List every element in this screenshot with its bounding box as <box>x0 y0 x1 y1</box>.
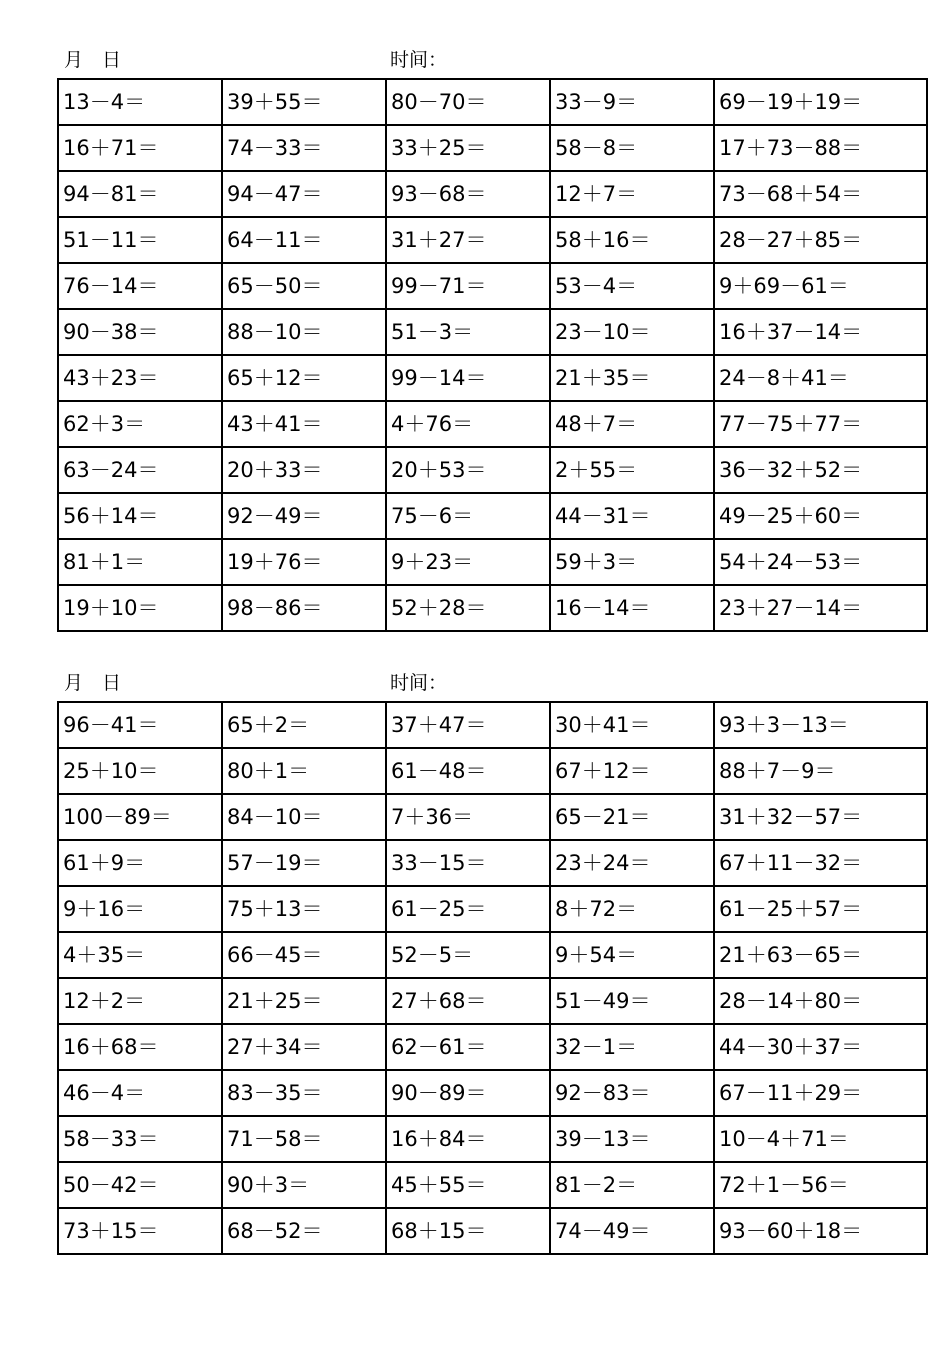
problem-cell[interactable]: 61－48＝ <box>386 748 550 794</box>
table-row <box>58 1070 927 1116</box>
table-row <box>58 1116 927 1162</box>
problem-cell[interactable]: 61－25＝ <box>386 886 550 932</box>
problem-cell[interactable]: 50－42＝ <box>58 1162 222 1208</box>
problem-cell[interactable]: 52＋28＝ <box>386 585 550 631</box>
date-label: 月 日 <box>64 49 122 71</box>
problem-cell[interactable]: 45＋55＝ <box>386 1162 550 1208</box>
problem-cell[interactable]: 16＋71＝ <box>58 125 222 171</box>
problem-cell[interactable]: 27＋68＝ <box>386 978 550 1024</box>
table-row <box>58 217 927 263</box>
problem-cell[interactable]: 88＋7－9＝ <box>714 748 927 794</box>
problem-cell[interactable]: 71－58＝ <box>222 1116 386 1162</box>
problem-cell[interactable]: 90－38＝ <box>58 309 222 355</box>
problem-cell[interactable]: 20＋53＝ <box>386 447 550 493</box>
problem-cell[interactable]: 94－47＝ <box>222 171 386 217</box>
problem-cell[interactable]: 28－27＋85＝ <box>714 217 927 263</box>
problem-cell[interactable]: 30＋41＝ <box>550 702 714 748</box>
problem-cell[interactable]: 20＋33＝ <box>222 447 386 493</box>
problem-cell[interactable]: 33－9＝ <box>550 79 714 125</box>
table-row <box>58 447 927 493</box>
worksheet-table-1 <box>57 78 928 632</box>
problem-cell[interactable]: 99－71＝ <box>386 263 550 309</box>
table-row <box>58 1208 927 1254</box>
problem-cell[interactable]: 84－10＝ <box>222 794 386 840</box>
problem-cell[interactable]: 74－33＝ <box>222 125 386 171</box>
problem-cell[interactable]: 67－11＋29＝ <box>714 1070 927 1116</box>
problem-cell[interactable]: 93－68＝ <box>386 171 550 217</box>
problem-cell[interactable]: 43＋41＝ <box>222 401 386 447</box>
problem-cell[interactable]: 28－14＋80＝ <box>714 978 927 1024</box>
problem-cell[interactable]: 67＋11－32＝ <box>714 840 927 886</box>
problem-cell[interactable]: 51－11＝ <box>58 217 222 263</box>
table-row <box>58 309 927 355</box>
problem-cell[interactable]: 58－8＝ <box>550 125 714 171</box>
time-label: 时间： <box>390 672 448 694</box>
problem-cell[interactable]: 93－60＋18＝ <box>714 1208 927 1254</box>
table-row <box>58 539 927 585</box>
problem-cell[interactable]: 4＋35＝ <box>58 932 222 978</box>
problem-cell[interactable]: 77－75＋77＝ <box>714 401 927 447</box>
problem-cell[interactable]: 12＋7＝ <box>550 171 714 217</box>
problem-cell[interactable]: 83－35＝ <box>222 1070 386 1116</box>
problem-cell[interactable]: 7＋36＝ <box>386 794 550 840</box>
table-row <box>58 840 927 886</box>
problem-cell[interactable]: 19＋10＝ <box>58 585 222 631</box>
table-row <box>58 1024 927 1070</box>
problem-cell[interactable]: 61＋9＝ <box>58 840 222 886</box>
problem-cell[interactable]: 76－14＝ <box>58 263 222 309</box>
problem-cell[interactable]: 74－49＝ <box>550 1208 714 1254</box>
problem-cell[interactable]: 66－45＝ <box>222 932 386 978</box>
problem-cell[interactable]: 17＋73－88＝ <box>714 125 927 171</box>
problem-cell[interactable]: 33＋25＝ <box>386 125 550 171</box>
problem-cell[interactable]: 9＋69－61＝ <box>714 263 927 309</box>
problem-cell[interactable]: 31＋32－57＝ <box>714 794 927 840</box>
problem-cell[interactable]: 67＋12＝ <box>550 748 714 794</box>
problem-cell[interactable]: 21＋63－65＝ <box>714 932 927 978</box>
section-2-header <box>0 669 950 697</box>
problem-cell[interactable]: 31＋27＝ <box>386 217 550 263</box>
problem-cell[interactable]: 39＋55＝ <box>222 79 386 125</box>
problem-cell[interactable]: 80＋1＝ <box>222 748 386 794</box>
table-row <box>58 79 927 125</box>
problem-cell[interactable]: 21＋35＝ <box>550 355 714 401</box>
problem-cell[interactable]: 65＋2＝ <box>222 702 386 748</box>
problem-cell[interactable]: 65＋12＝ <box>222 355 386 401</box>
problem-cell[interactable]: 27＋34＝ <box>222 1024 386 1070</box>
problem-cell[interactable]: 19＋76＝ <box>222 539 386 585</box>
problem-cell[interactable]: 58－33＝ <box>58 1116 222 1162</box>
table-row <box>58 171 927 217</box>
problem-cell[interactable]: 44－30＋37＝ <box>714 1024 927 1070</box>
table-row <box>58 794 927 840</box>
problem-cell[interactable]: 4＋76＝ <box>386 401 550 447</box>
problem-cell[interactable]: 62＋3＝ <box>58 401 222 447</box>
problem-cell[interactable]: 99－14＝ <box>386 355 550 401</box>
problem-cell[interactable]: 51－49＝ <box>550 978 714 1024</box>
date-label: 月 日 <box>64 672 122 694</box>
table-row <box>58 125 927 171</box>
problem-cell[interactable]: 37＋47＝ <box>386 702 550 748</box>
problem-cell[interactable]: 81＋1＝ <box>58 539 222 585</box>
problem-cell[interactable]: 16＋37－14＝ <box>714 309 927 355</box>
problem-cell[interactable]: 58＋16＝ <box>550 217 714 263</box>
problem-cell[interactable]: 43＋23＝ <box>58 355 222 401</box>
problem-cell[interactable]: 96－41＝ <box>58 702 222 748</box>
problem-cell[interactable]: 72＋1－56＝ <box>714 1162 927 1208</box>
problem-cell[interactable]: 53－4＝ <box>550 263 714 309</box>
problem-cell[interactable]: 57－19＝ <box>222 840 386 886</box>
table-row <box>58 702 927 748</box>
problem-cell[interactable]: 39－13＝ <box>550 1116 714 1162</box>
problem-cell[interactable]: 33－15＝ <box>386 840 550 886</box>
worksheet-table-2 <box>57 701 928 1255</box>
problem-cell[interactable]: 32－1＝ <box>550 1024 714 1070</box>
problem-cell[interactable]: 10－4＋71＝ <box>714 1116 927 1162</box>
table-row <box>58 493 927 539</box>
problem-cell[interactable]: 64－11＝ <box>222 217 386 263</box>
problem-cell[interactable]: 9＋23＝ <box>386 539 550 585</box>
problem-cell[interactable]: 73＋15＝ <box>58 1208 222 1254</box>
table-row <box>58 355 927 401</box>
problem-cell[interactable]: 23＋24＝ <box>550 840 714 886</box>
problem-cell[interactable]: 63－24＝ <box>58 447 222 493</box>
table-row <box>58 932 927 978</box>
problem-cell[interactable]: 81－2＝ <box>550 1162 714 1208</box>
problem-cell[interactable]: 9＋16＝ <box>58 886 222 932</box>
problem-cell[interactable]: 16－14＝ <box>550 585 714 631</box>
problem-cell[interactable]: 52－5＝ <box>386 932 550 978</box>
problem-cell[interactable]: 88－10＝ <box>222 309 386 355</box>
problem-cell[interactable]: 59＋3＝ <box>550 539 714 585</box>
problem-cell[interactable]: 92－83＝ <box>550 1070 714 1116</box>
table-row <box>58 401 927 447</box>
problem-cell[interactable]: 61－25＋57＝ <box>714 886 927 932</box>
problem-cell[interactable]: 13－4＝ <box>58 79 222 125</box>
problem-cell[interactable]: 49－25＋60＝ <box>714 493 927 539</box>
problem-cell[interactable]: 92－49＝ <box>222 493 386 539</box>
problem-cell[interactable]: 44－31＝ <box>550 493 714 539</box>
problem-cell[interactable]: 16＋84＝ <box>386 1116 550 1162</box>
problem-cell[interactable]: 9＋54＝ <box>550 932 714 978</box>
problem-cell[interactable]: 21＋25＝ <box>222 978 386 1024</box>
problem-cell[interactable]: 80－70＝ <box>386 79 550 125</box>
problem-cell[interactable]: 51－3＝ <box>386 309 550 355</box>
problem-cell[interactable]: 16＋68＝ <box>58 1024 222 1070</box>
problem-cell[interactable]: 62－61＝ <box>386 1024 550 1070</box>
problem-cell[interactable]: 65－21＝ <box>550 794 714 840</box>
problem-cell[interactable]: 73－68＋54＝ <box>714 171 927 217</box>
table-row <box>58 585 927 631</box>
problem-cell[interactable]: 56＋14＝ <box>58 493 222 539</box>
problem-cell[interactable]: 75＋13＝ <box>222 886 386 932</box>
problem-cell[interactable]: 68＋15＝ <box>386 1208 550 1254</box>
problem-cell[interactable]: 46－4＝ <box>58 1070 222 1116</box>
problem-cell[interactable]: 23＋27－14＝ <box>714 585 927 631</box>
problem-cell[interactable]: 68－52＝ <box>222 1208 386 1254</box>
problem-cell[interactable]: 93＋3－13＝ <box>714 702 927 748</box>
problem-cell[interactable]: 98－86＝ <box>222 585 386 631</box>
problem-cell[interactable]: 69－19＋19＝ <box>714 79 927 125</box>
problem-cell[interactable]: 25＋10＝ <box>58 748 222 794</box>
problem-cell[interactable]: 100－89＝ <box>58 794 222 840</box>
problem-cell[interactable]: 23－10＝ <box>550 309 714 355</box>
table-row <box>58 886 927 932</box>
problem-cell[interactable]: 94－81＝ <box>58 171 222 217</box>
problem-cell[interactable]: 24－8＋41＝ <box>714 355 927 401</box>
problem-cell[interactable]: 65－50＝ <box>222 263 386 309</box>
table-row <box>58 748 927 794</box>
problem-cell[interactable]: 12＋2＝ <box>58 978 222 1024</box>
problem-cell[interactable]: 75－6＝ <box>386 493 550 539</box>
table-row <box>58 978 927 1024</box>
section-1-header <box>0 46 950 74</box>
problem-cell[interactable]: 36－32＋52＝ <box>714 447 927 493</box>
problem-cell[interactable]: 90＋3＝ <box>222 1162 386 1208</box>
time-label: 时间： <box>390 49 448 71</box>
problem-cell[interactable]: 48＋7＝ <box>550 401 714 447</box>
problem-cell[interactable]: 2＋55＝ <box>550 447 714 493</box>
problem-cell[interactable]: 54＋24－53＝ <box>714 539 927 585</box>
table-row <box>58 1162 927 1208</box>
problem-cell[interactable]: 8＋72＝ <box>550 886 714 932</box>
table-row <box>58 263 927 309</box>
problem-cell[interactable]: 90－89＝ <box>386 1070 550 1116</box>
